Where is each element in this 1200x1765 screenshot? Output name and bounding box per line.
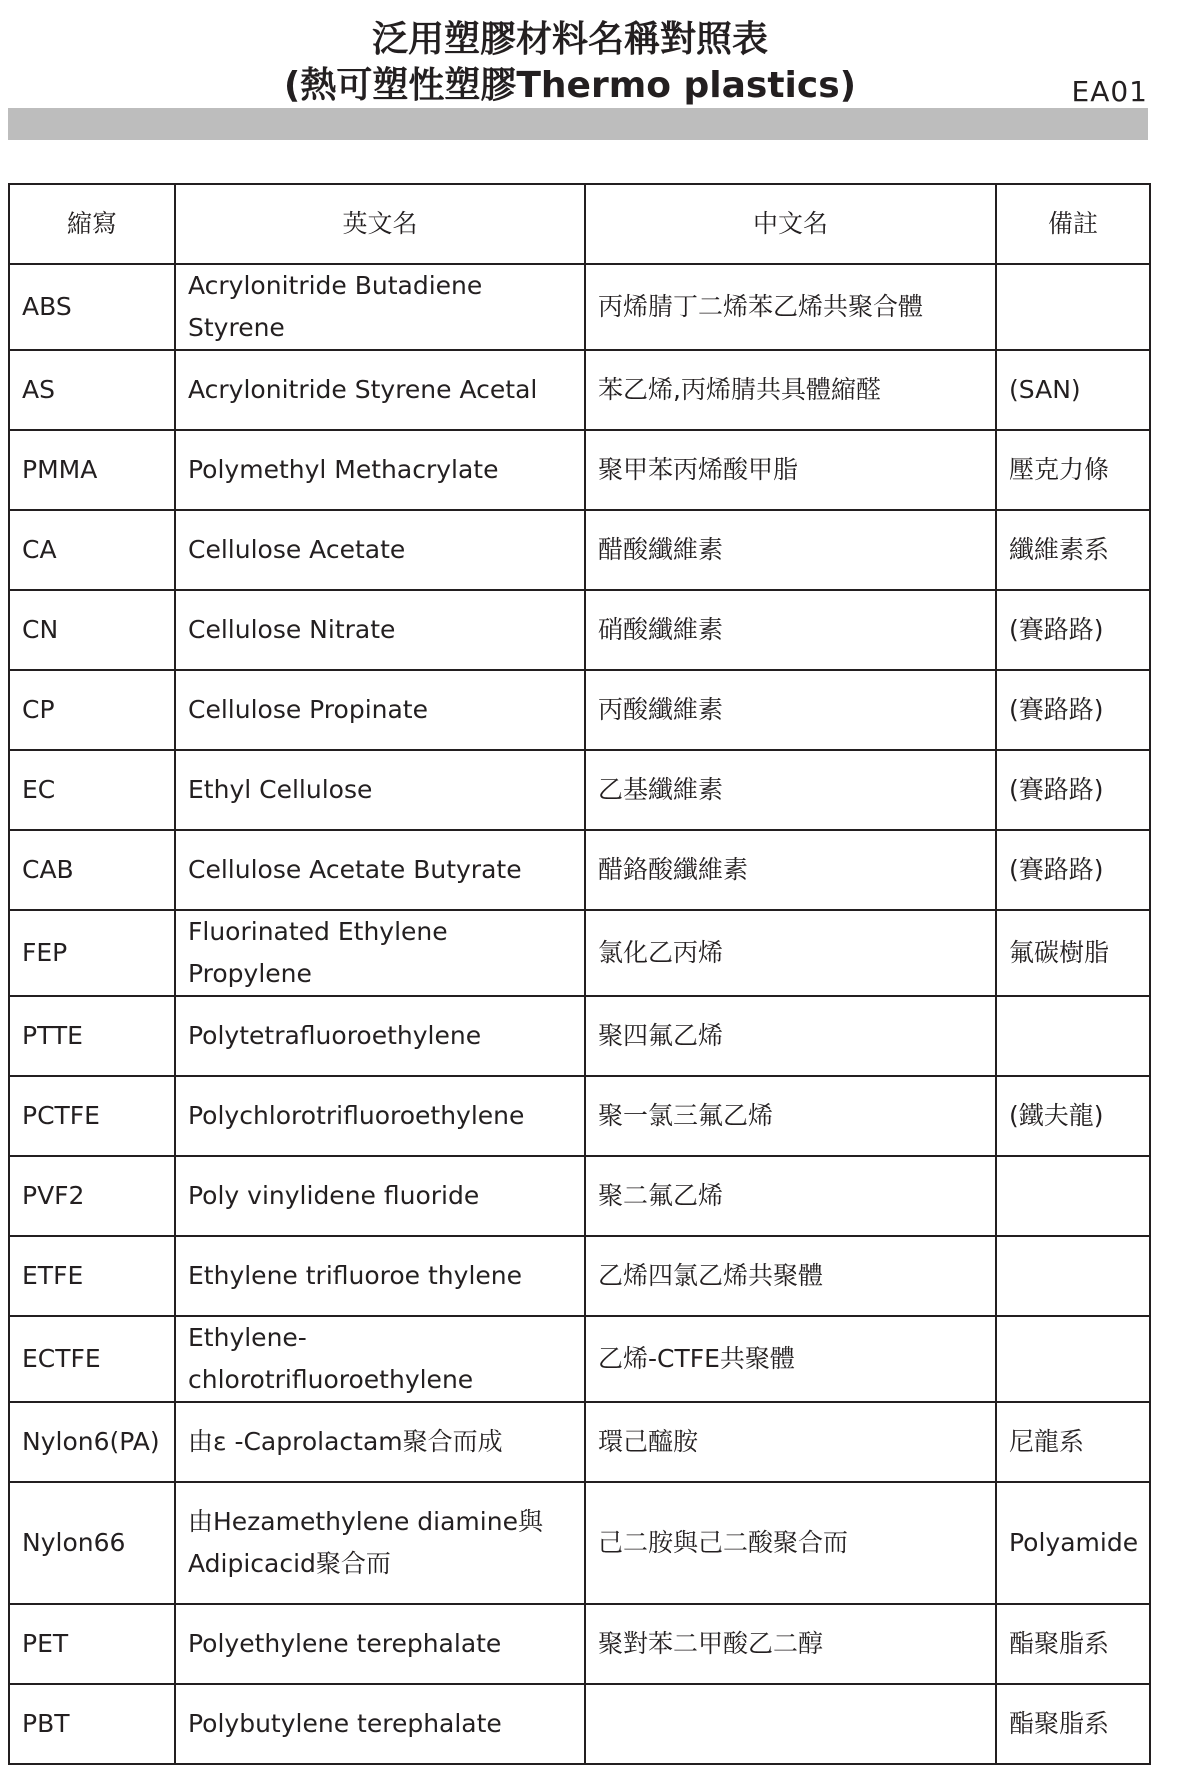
cell-remarks: 酯聚脂系 <box>996 1604 1150 1684</box>
table-row <box>9 590 1150 670</box>
cell-english-name: 由Hezamethylene diamine與 Adipicacid聚合而 <box>175 1482 585 1604</box>
cell-chinese-name: 己二胺與己二酸聚合而 <box>585 1482 996 1604</box>
cell-english-name: Poly vinylidene fluoride <box>175 1156 585 1236</box>
cell-remarks: Polyamide <box>996 1482 1150 1604</box>
cell-chinese-name: 醋鉻酸纖維素 <box>585 830 996 910</box>
table-row <box>9 1684 1150 1764</box>
cell-chinese-name: 環己醯胺 <box>585 1402 996 1482</box>
cell-english-name: Polyethylene terephalate <box>175 1604 585 1684</box>
cell-chinese-name: 聚二氟乙烯 <box>585 1156 996 1236</box>
cell-remarks <box>996 1316 1150 1402</box>
cell-abbreviation: AS <box>9 350 175 430</box>
cell-english-name: Cellulose Acetate <box>175 510 585 590</box>
cell-remarks: (賽路路) <box>996 830 1150 910</box>
header-abbreviation: 縮寫 <box>9 184 175 264</box>
table-row <box>9 1076 1150 1156</box>
cell-abbreviation: ETFE <box>9 1236 175 1316</box>
cell-english-name: Ethylene-chlorotrifluoroethylene <box>175 1316 585 1402</box>
table-row <box>9 1482 1150 1604</box>
cell-remarks: 酯聚脂系 <box>996 1684 1150 1764</box>
cell-abbreviation: Nylon6(PA) <box>9 1402 175 1482</box>
cell-abbreviation: ABS <box>9 264 175 350</box>
cell-chinese-name: 丙烯腈丁二烯苯乙烯共聚合體 <box>585 264 996 350</box>
cell-english-name: Polybutylene terephalate <box>175 1684 585 1764</box>
cell-chinese-name: 聚一氯三氟乙烯 <box>585 1076 996 1156</box>
cell-remarks: 尼龍系 <box>996 1402 1150 1482</box>
table-row <box>9 996 1150 1076</box>
cell-remarks: (SAN) <box>996 350 1150 430</box>
table-row <box>9 1316 1150 1402</box>
cell-remarks: 纖維素系 <box>996 510 1150 590</box>
table-row <box>9 1236 1150 1316</box>
cell-english-name: Ethyl Cellulose <box>175 750 585 830</box>
cell-abbreviation: CP <box>9 670 175 750</box>
cell-abbreviation: PET <box>9 1604 175 1684</box>
cell-english-name: 由ε -Caprolactam聚合而成 <box>175 1402 585 1482</box>
table-row <box>9 670 1150 750</box>
table-row <box>9 1604 1150 1684</box>
cell-chinese-name: 丙酸纖維素 <box>585 670 996 750</box>
cell-english-name: Cellulose Nitrate <box>175 590 585 670</box>
table-row <box>9 350 1150 430</box>
cell-english-name: Fluorinated Ethylene Propylene <box>175 910 585 996</box>
cell-remarks: 壓克力條 <box>996 430 1150 510</box>
cell-remarks <box>996 264 1150 350</box>
cell-abbreviation: EC <box>9 750 175 830</box>
cell-english-name: Acrylonitride Butadiene Styrene <box>175 264 585 350</box>
page-title: 泛用塑膠材料名稱對照表 <box>371 19 768 60</box>
table-row <box>9 1156 1150 1236</box>
cell-chinese-name: 乙烯-CTFE共聚體 <box>585 1316 996 1402</box>
cell-english-name: Polytetrafluoroethylene <box>175 996 585 1076</box>
cell-chinese-name: 聚四氟乙烯 <box>585 996 996 1076</box>
table-header-row <box>9 184 1150 264</box>
page-subtitle: (熱可塑性塑膠Thermo plastics) <box>283 65 857 106</box>
cell-abbreviation: PMMA <box>9 430 175 510</box>
cell-remarks <box>996 1156 1150 1236</box>
cell-abbreviation: ECTFE <box>9 1316 175 1402</box>
cell-remarks: (賽路路) <box>996 670 1150 750</box>
cell-abbreviation: CAB <box>9 830 175 910</box>
cell-remarks <box>996 1236 1150 1316</box>
cell-english-name: Polymethyl Methacrylate <box>175 430 585 510</box>
cell-abbreviation: PTTE <box>9 996 175 1076</box>
table-row <box>9 510 1150 590</box>
cell-abbreviation: FEP <box>9 910 175 996</box>
cell-chinese-name: 聚對苯二甲酸乙二醇 <box>585 1604 996 1684</box>
cell-chinese-name: 氯化乙丙烯 <box>585 910 996 996</box>
header-remarks: 備註 <box>996 184 1150 264</box>
cell-abbreviation: CN <box>9 590 175 670</box>
cell-remarks: (鐵夫龍) <box>996 1076 1150 1156</box>
cell-english-name: Acrylonitride Styrene Acetal <box>175 350 585 430</box>
cell-abbreviation: CA <box>9 510 175 590</box>
cell-chinese-name <box>585 1684 996 1764</box>
cell-remarks: 氟碳樹脂 <box>996 910 1150 996</box>
cell-chinese-name: 乙基纖維素 <box>585 750 996 830</box>
cell-chinese-name: 乙烯四氯乙烯共聚體 <box>585 1236 996 1316</box>
cell-abbreviation: PVF2 <box>9 1156 175 1236</box>
table-row <box>9 830 1150 910</box>
plastics-table <box>8 183 1151 1765</box>
cell-english-name: Polychlorotrifluoroethylene <box>175 1076 585 1156</box>
cell-chinese-name: 硝酸纖維素 <box>585 590 996 670</box>
cell-chinese-name: 聚甲苯丙烯酸甲脂 <box>585 430 996 510</box>
cell-chinese-name: 苯乙烯,丙烯腈共具體縮醛 <box>585 350 996 430</box>
header-divider-bar <box>8 108 1148 140</box>
table-row <box>9 750 1150 830</box>
cell-abbreviation: PBT <box>9 1684 175 1764</box>
header-chinese-name: 中文名 <box>585 184 996 264</box>
cell-abbreviation: Nylon66 <box>9 1482 175 1604</box>
cell-abbreviation: PCTFE <box>9 1076 175 1156</box>
cell-chinese-name: 醋酸纖維素 <box>585 510 996 590</box>
document-code: EA01 <box>1071 75 1148 108</box>
table-row <box>9 1402 1150 1482</box>
table-row <box>9 430 1150 510</box>
cell-english-name: Cellulose Propinate <box>175 670 585 750</box>
cell-remarks: (賽路路) <box>996 590 1150 670</box>
cell-remarks: (賽路路) <box>996 750 1150 830</box>
table-row <box>9 910 1150 996</box>
cell-english-name: Ethylene trifluoroe thylene <box>175 1236 585 1316</box>
cell-remarks <box>996 996 1150 1076</box>
table-row <box>9 264 1150 350</box>
header-english-name: 英文名 <box>175 184 585 264</box>
cell-english-name: Cellulose Acetate Butyrate <box>175 830 585 910</box>
